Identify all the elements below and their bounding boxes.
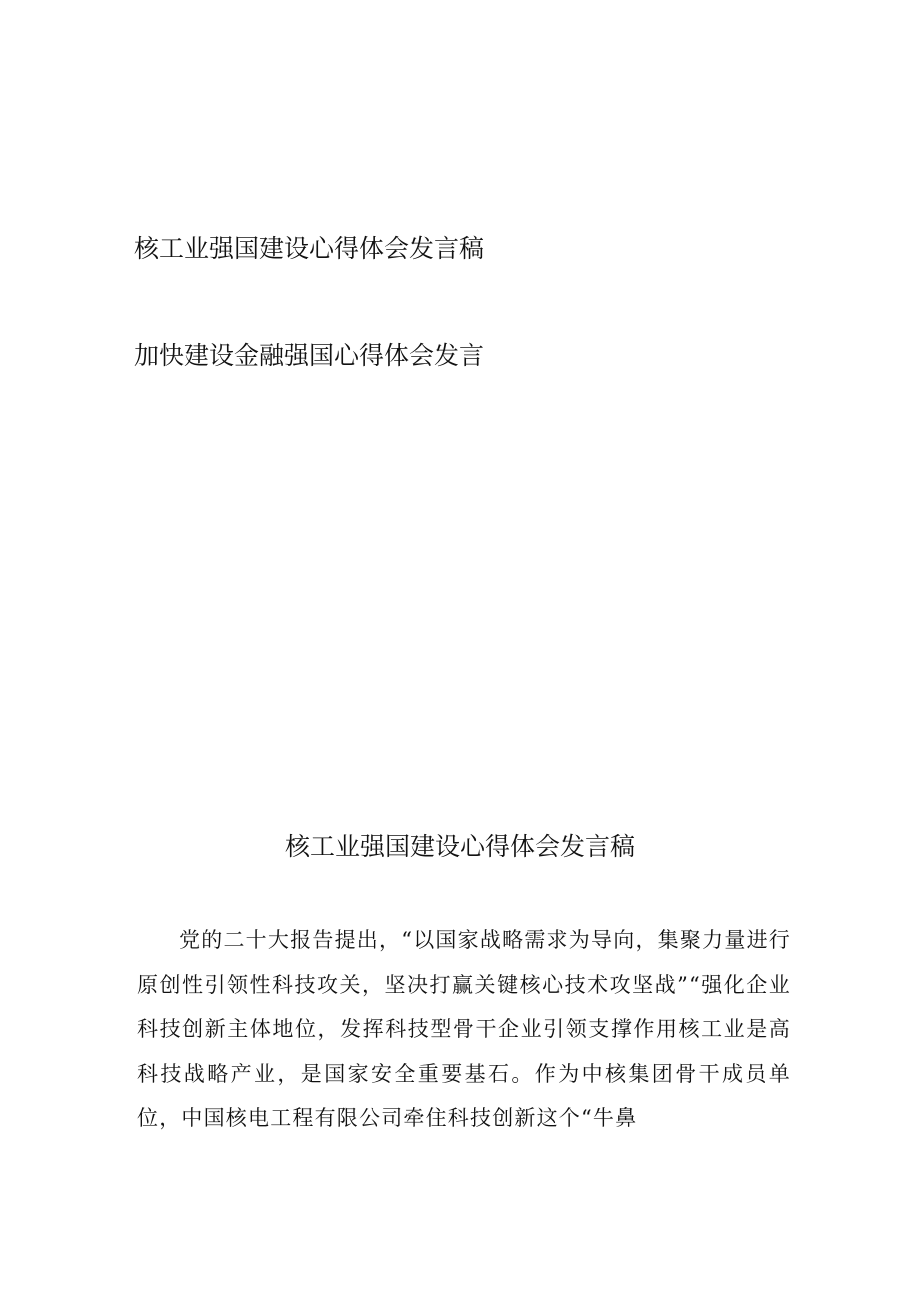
toc-item: 核工业强国建设心得体会发言稿 (134, 234, 485, 263)
toc-item: 加快建设金融强国心得体会发言 (134, 341, 485, 370)
article-title: 核工业强国建设心得体会发言稿 (284, 832, 635, 861)
article-paragraph: 党的二十大报告提出，“以国家战略需求为导向，集聚力量进行原创性引领性科技攻关，坚决打赢关键核心技术攻坚战”“强化企业科技创新主体地位，发挥科技型骨干企业引领支撑作用核工业是高科技战略产业，是国家安全重要基石。作为中核集团骨干成员单位，中国核电工程有限公司牵住科技创新这个“牛鼻 (137, 928, 791, 1130)
